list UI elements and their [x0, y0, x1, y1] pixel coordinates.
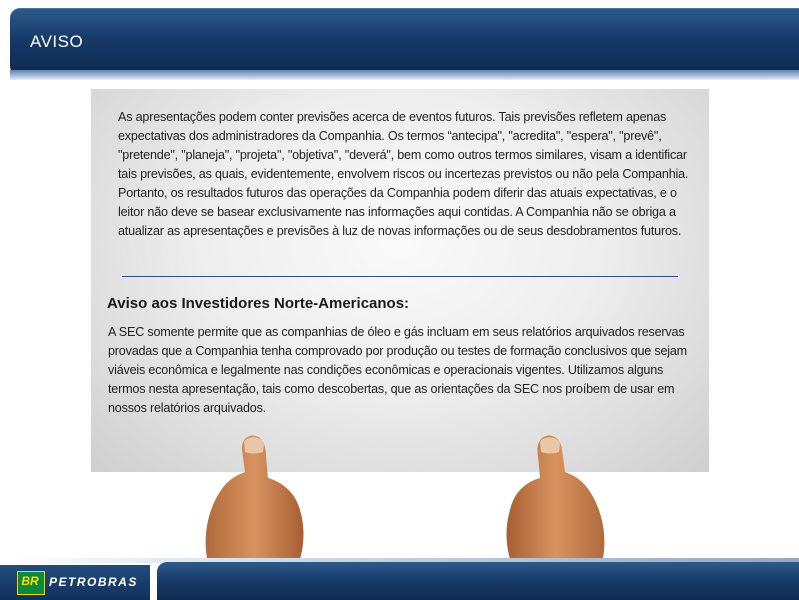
header-accent-stripe: [10, 70, 799, 80]
br-logo-text: BR: [21, 574, 39, 588]
section-divider: [122, 276, 678, 277]
header-bar: [10, 8, 799, 76]
forward-looking-disclaimer: As apresentações podem conter previsões acerca de eventos futuros. Tais previsões refletem apenas expectativas dos administradores da Companhia. Os termos “antecipa", "acredita", "espera", "prevê", "pretende", "planeja", "projeta", "objetiva", "deverá", bem como outros termos similares, visam a identificar tais previsões, as quais, evidentemente, envolvem riscos ou incertezas previstos ou não pela Companhia. Portanto, os resultados futuros das operações da Companhia podem diferir das atuais expectativas, e o leitor não deve se basear exclusivamente nas informações aqui contidas. A Companhia não se obriga a atualizar as apresentações e previsões à luz de novas informações ou de seus desdobramentos futuros.: [118, 110, 689, 238]
footer-bar: [157, 562, 799, 600]
page-title: AVISO: [30, 32, 84, 51]
right-hand-illustration: [500, 430, 610, 570]
brand-name: PETROBRAS: [49, 575, 138, 589]
sec-notice-text: A SEC somente permite que as companhias de óleo e gás incluam em seus relatórios arquivados reservas provadas que a Companhia tenha comprovado por produção ou testes de formação conclusivos que sejam viáveis econômica e legalmente nas condições econômicas e operacionais vigentes. Utilizamos alguns termos nesta apresentação, tais como descobertas, que as orientações da SEC nos proíbem de usar em nossos relatórios arquivados.: [108, 325, 687, 415]
us-investors-heading: Aviso aos Investidores Norte-Americanos:: [107, 295, 410, 312]
left-hand-illustration: [200, 430, 310, 570]
